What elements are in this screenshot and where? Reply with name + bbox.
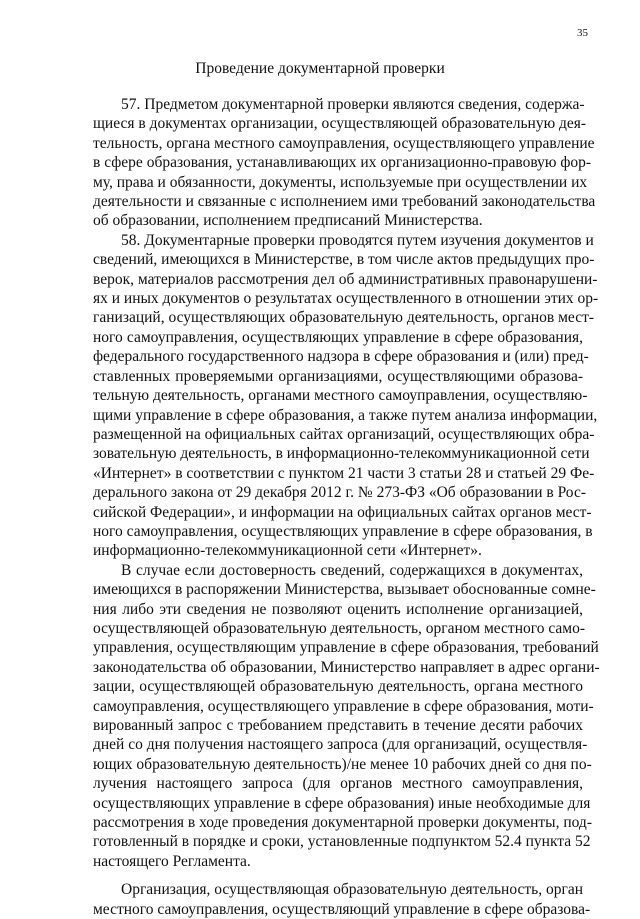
text-line: «Интернет» в соответствии с пунктом 21 части 3 статьи 28 и статьей 29 Фе-: [93, 464, 595, 482]
text-line: ях и иных документов о результатах осуществленного в отношении этих ор-: [93, 290, 599, 308]
text-line: информационно-телекоммуникационной сети «Интернет».: [93, 542, 482, 560]
text-line: тельную деятельность, органами местного самоуправления, осуществляю-: [93, 387, 588, 405]
text-line: осуществляющих управление в сфере образования) иные необходимые для: [93, 794, 591, 812]
text-line: лучения настоящего запроса (для органов местного самоуправления,: [93, 775, 583, 793]
text-line: ного самоуправления, осуществляющих управление в сфере образования, в: [93, 522, 593, 540]
page-number: 35: [577, 27, 588, 39]
text-line: му, права и обязанности, документы, используемые при осуществлении их: [93, 173, 588, 191]
paragraph: [93, 561, 600, 872]
text-line: об образовании, исполнением предписаний Министерства.: [93, 212, 483, 230]
text-line: настоящего Регламента.: [93, 852, 251, 870]
text-line: щиеся в документах организации, осуществляющей образовательную дея-: [93, 115, 587, 133]
section-title: Проведение документарной проверки: [195, 60, 445, 77]
text-line: самоуправления, осуществляющего управление в сфере образования, моти-: [93, 697, 594, 715]
text-line: имеющихся в распоряжении Министерства, вызывает обоснованные сомне-: [93, 581, 596, 599]
text-line: в сфере образования, устанавливающих их организационно-правовую фор-: [93, 154, 592, 172]
text-line: 57. Предметом документарной проверки являются сведения, содержа-: [121, 96, 585, 113]
text-line: ющих образовательную деятельность)/не менее 10 рабочих дней со дня по-: [93, 755, 592, 773]
text-line: 58. Документарные проверки проводятся путем изучения документов и: [121, 231, 594, 249]
text-line: дней со дня получения настоящего запроса (для организаций, осуществля-: [93, 736, 588, 754]
text-line: Организация, осуществляющая образовательную деятельность, орган: [121, 881, 583, 899]
text-line: ставленных проверяемыми организациями, осуществляющими образова-: [93, 367, 583, 385]
paragraph: [93, 231, 599, 561]
text-line: зации, осуществляющей образовательную деятельность, органа местного: [93, 678, 583, 696]
paragraph: [93, 880, 591, 919]
text-line: вированный запрос с требованием представить в течение десяти рабочих: [93, 717, 583, 734]
text-line: осуществляющей образовательную деятельность, органом местного само-: [93, 619, 586, 637]
text-line: законодательства об образовании, Министерство направляет в адрес органи-: [93, 658, 600, 676]
text-line: размещенной на официальных сайтах организаций, осуществляющих обра-: [93, 425, 595, 443]
text-line: готовленный в порядке и сроки, установленные подпунктом 52.4 пункта 52: [93, 833, 591, 851]
text-line: щими управление в сфере образования, а также путем анализа информации,: [93, 406, 598, 424]
text-line: дерального закона от 29 декабря 2012 г. № 273-ФЗ «Об образовании в Рос-: [93, 484, 586, 502]
text-line: верок, материалов рассмотрения дел об административных правонарушени-: [93, 270, 598, 288]
text-line: ного самоуправления, осуществляющих управление в сфере образования,: [93, 328, 583, 346]
text-line: ганизаций, осуществляющих образовательную деятельность, органов мест-: [93, 309, 595, 327]
text-line: В случае если достоверность сведений, содержащихся в документах,: [121, 561, 583, 579]
text-line: управления, осуществляющим управление в сфере образования, требований: [93, 639, 599, 657]
text-line: сийской Федерации», и информации на официальных сайтах органов мест-: [93, 503, 592, 521]
text-line: федерального государственного надзора в сфере образования и (или) пред-: [93, 348, 589, 366]
paragraph-gap: [93, 871, 583, 880]
paragraph: [93, 95, 596, 231]
text-line: зовательную деятельность, в информационно-телекоммуникационной сети: [93, 445, 590, 463]
text-line: ния либо эти сведения не позволяют оценить исполнение организацией,: [93, 600, 583, 618]
text-line: местного самоуправления, осуществляющий управление в сфере образова-: [93, 900, 591, 918]
text-line: деятельности и связанные с исполнением ими требований законодательства: [93, 193, 596, 211]
text-line: тельность, органа местного самоуправления, осуществляющего управление: [93, 134, 595, 152]
text-line: рассмотрения в ходе проведения документарной проверки документы, под-: [93, 814, 592, 832]
document-body: [93, 95, 600, 919]
text-line: сведений, имеющихся в Министерстве, в том числе актов предыдущих про-: [93, 251, 595, 269]
